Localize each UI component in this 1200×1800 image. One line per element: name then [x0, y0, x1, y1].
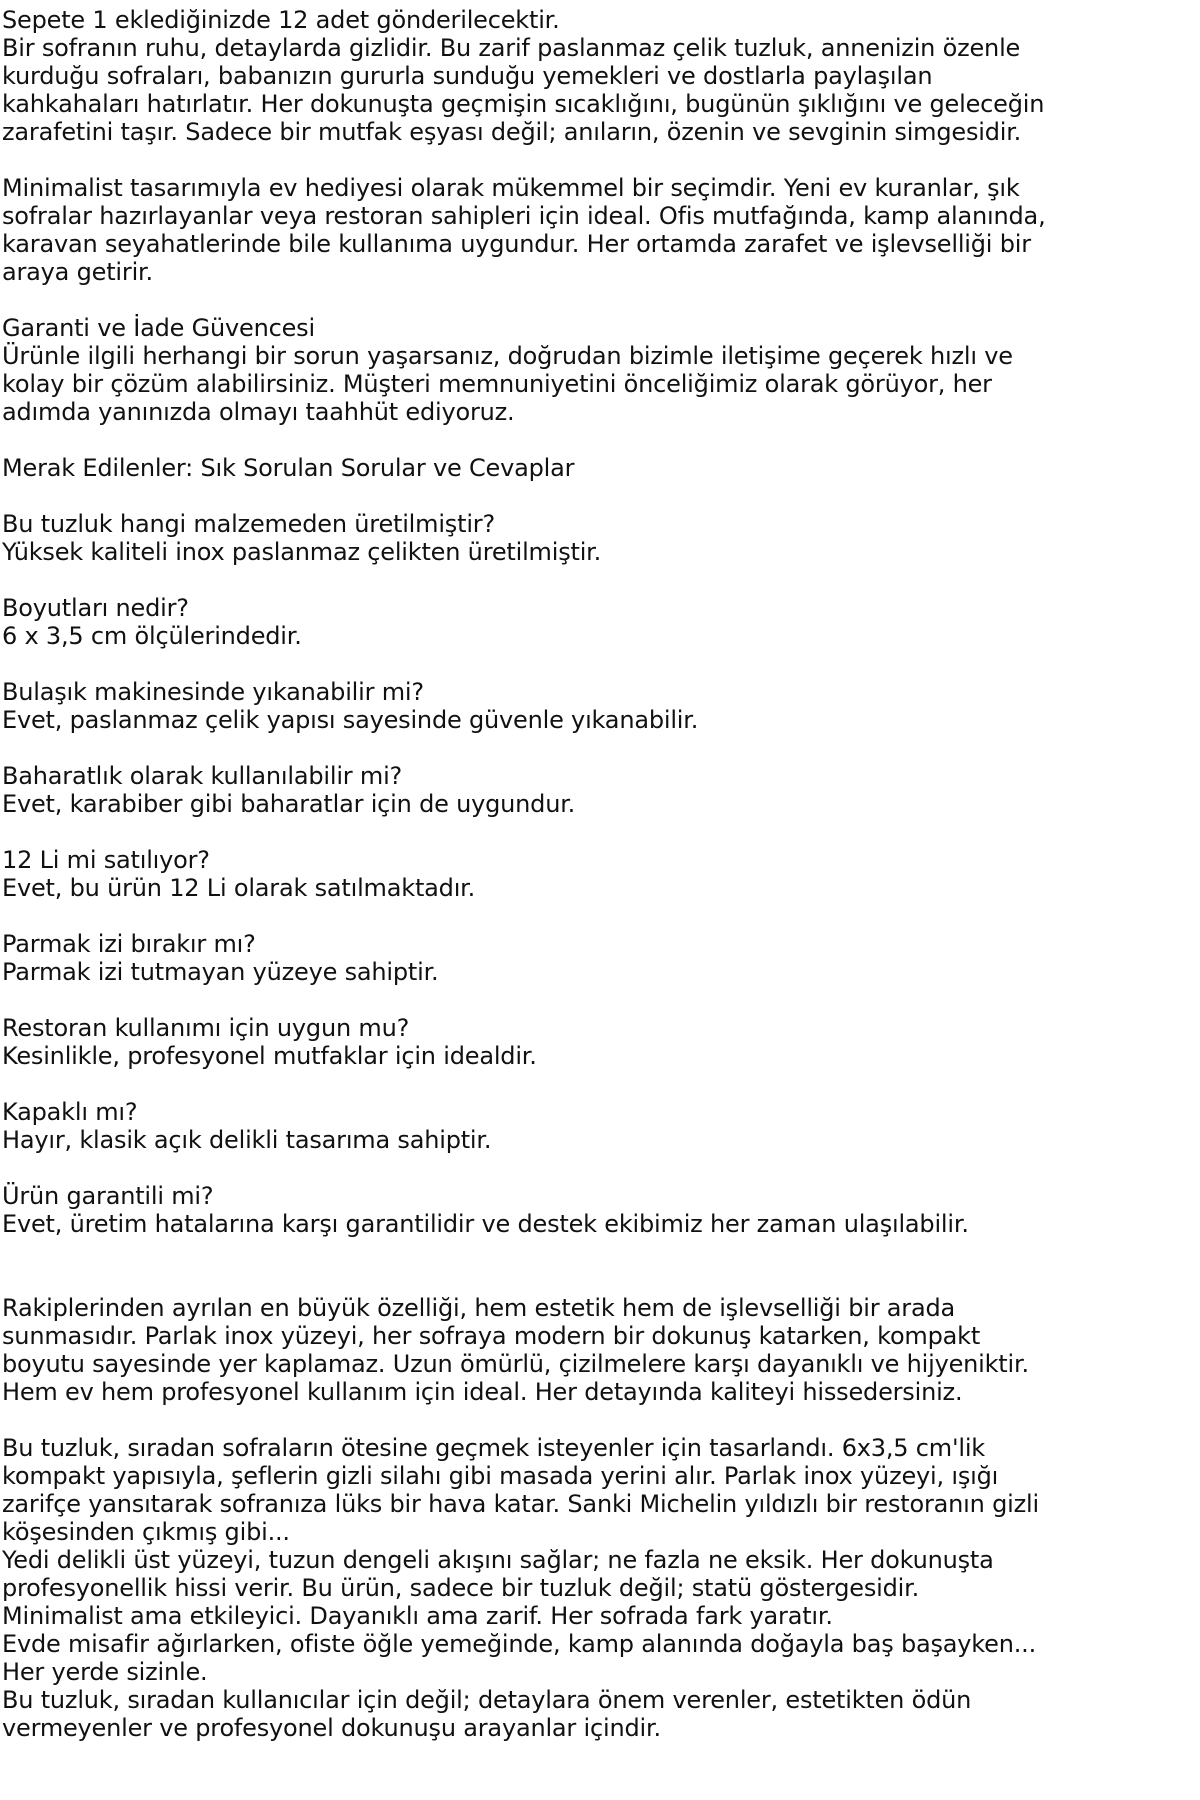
faq-question: Ürün garantili mi?: [2, 1182, 214, 1210]
closing-paragraph: [2, 1434, 1192, 1742]
faq-question: Boyutları nedir?: [2, 594, 189, 622]
warranty-title: Garanti ve İade Güvencesi: [2, 314, 315, 342]
faq-item: [2, 1098, 1192, 1154]
faq-list: [2, 510, 1192, 1238]
faq-item: [2, 846, 1192, 902]
shipping-notice: Sepete 1 eklediğinizde 12 adet gönderilecektir.: [2, 6, 560, 34]
text-line: araya getirir.: [2, 258, 153, 286]
faq-answer: Evet, karabiber gibi baharatlar için de uygundur.: [2, 790, 576, 818]
text-line: Hem ev hem profesyonel kullanım için ideal. Her detayında kaliteyi hissedersiniz.: [2, 1378, 963, 1406]
faq-answer: 6 x 3,5 cm ölçülerindedir.: [2, 622, 302, 650]
text-line: kompakt yapısıyla, şeflerin gizli silahı gibi masada yerini alır. Parlak inox yüzeyi, ışığı: [2, 1462, 999, 1490]
faq-question: Baharatlık olarak kullanılabilir mi?: [2, 762, 403, 790]
text-line: kolay bir çözüm alabilirsiniz. Müşteri memnuniyetini önceliğimiz olarak görüyor, her: [2, 370, 992, 398]
faq-answer: Evet, bu ürün 12 Li olarak satılmaktadır.: [2, 874, 476, 902]
text-line: profesyonellik hissi verir. Bu ürün, sadece bir tuzluk değil; statü göstergesidir.: [2, 1574, 920, 1602]
faq-question: Restoran kullanımı için uygun mu?: [2, 1014, 410, 1042]
faq-item: [2, 762, 1192, 818]
text-line: kahkahaları hatırlatır. Her dokunuşta geçmişin sıcaklığını, bugünün şıklığını ve geleceğin: [2, 90, 1045, 118]
intro-paragraph-1: [2, 34, 1192, 146]
text-line: Ürünle ilgili herhangi bir sorun yaşarsanız, doğrudan bizimle iletişime geçerek hızlı ve: [2, 342, 1013, 370]
faq-item: [2, 510, 1192, 566]
faq-item: [2, 594, 1192, 650]
text-line: sunmasıdır. Parlak inox yüzeyi, her sofraya modern bir dokunuş katarken, kompakt: [2, 1322, 981, 1350]
faq-item: [2, 930, 1192, 986]
faq-answer: Parmak izi tutmayan yüzeye sahiptir.: [2, 958, 439, 986]
faq-answer: Evet, paslanmaz çelik yapısı sayesinde güvenle yıkanabilir.: [2, 706, 699, 734]
text-line: zarifçe yansıtarak sofranıza lüks bir hava katar. Sanki Michelin yıldızlı bir restoranın gizli: [2, 1490, 1039, 1518]
text-line: boyutu sayesinde yer kaplamaz. Uzun ömürlü, çizilmelere karşı dayanıklı ve hijyeniktir.: [2, 1350, 1029, 1378]
faq-answer: Kesinlikle, profesyonel mutfaklar için idealdir.: [2, 1042, 537, 1070]
text-line: Minimalist ama etkileyici. Dayanıklı ama zarif. Her sofrada fark yaratır.: [2, 1602, 833, 1630]
text-line: sofralar hazırlayanlar veya restoran sahipleri için ideal. Ofis mutfağında, kamp alanında,: [2, 202, 1046, 230]
text-line: adımda yanınızda olmayı taahhüt ediyoruz.: [2, 398, 515, 426]
faq-item: [2, 678, 1192, 734]
faq-question: 12 Li mi satılıyor?: [2, 846, 210, 874]
text-line: Evde misafir ağırlarken, ofiste öğle yemeğinde, kamp alanında doğayla baş başayken...: [2, 1630, 1037, 1658]
faq-question: Bulaşık makinesinde yıkanabilir mi?: [2, 678, 424, 706]
text-line: Bir sofranın ruhu, detaylarda gizlidir. Bu zarif paslanmaz çelik tuzluk, annenizin özenle: [2, 34, 1021, 62]
text-line: Her yerde sizinle.: [2, 1658, 208, 1686]
faq-answer: Yüksek kaliteli inox paslanmaz çelikten üretilmiştir.: [2, 538, 602, 566]
faq-item: [2, 1182, 1192, 1238]
faq-item: [2, 1014, 1192, 1070]
text-line: Bu tuzluk, sıradan sofraların ötesine geçmek isteyenler için tasarlandı. 6x3,5 cm'lik: [2, 1434, 985, 1462]
text-line: zarafetini taşır. Sadece bir mutfak eşyası değil; anıların, özenin ve sevginin simgesidir.: [2, 118, 1022, 146]
text-line: karavan seyahatlerinde bile kullanıma uygundur. Her ortamda zarafet ve işlevselliği bir: [2, 230, 1031, 258]
faq-question: Kapaklı mı?: [2, 1098, 138, 1126]
text-line: Bu tuzluk, sıradan kullanıcılar için değil; detaylara önem verenler, estetikten ödün: [2, 1686, 972, 1714]
text-line: Rakiplerinden ayrılan en büyük özelliği, hem estetik hem de işlevselliği bir arada: [2, 1294, 956, 1322]
faq-answer: Evet, üretim hatalarına karşı garantilidir ve destek ekibimiz her zaman ulaşılabilir.: [2, 1210, 969, 1238]
text-line: köşesinden çıkmış gibi...: [2, 1518, 290, 1546]
faq-title: Merak Edilenler: Sık Sorulan Sorular ve Cevaplar: [2, 454, 575, 482]
text-line: Yedi delikli üst yüzeyi, tuzun dengeli akışını sağlar; ne fazla ne eksik. Her dokunuşta: [2, 1546, 994, 1574]
text-line: Minimalist tasarımıyla ev hediyesi olarak mükemmel bir seçimdir. Yeni ev kuranlar, şık: [2, 174, 1020, 202]
text-line: kurduğu sofraları, babanızın gururla sunduğu yemekleri ve dostlarla paylaşılan: [2, 62, 933, 90]
text-line: vermeyenler ve profesyonel dokunuşu arayanlar içindir.: [2, 1714, 661, 1742]
intro-paragraph-2: [2, 174, 1192, 286]
warranty-section: [2, 314, 1192, 426]
faq-question: Parmak izi bırakır mı?: [2, 930, 256, 958]
features-paragraph: [2, 1294, 1192, 1406]
faq-question: Bu tuzluk hangi malzemeden üretilmiştir?: [2, 510, 495, 538]
faq-answer: Hayır, klasik açık delikli tasarıma sahiptir.: [2, 1126, 492, 1154]
